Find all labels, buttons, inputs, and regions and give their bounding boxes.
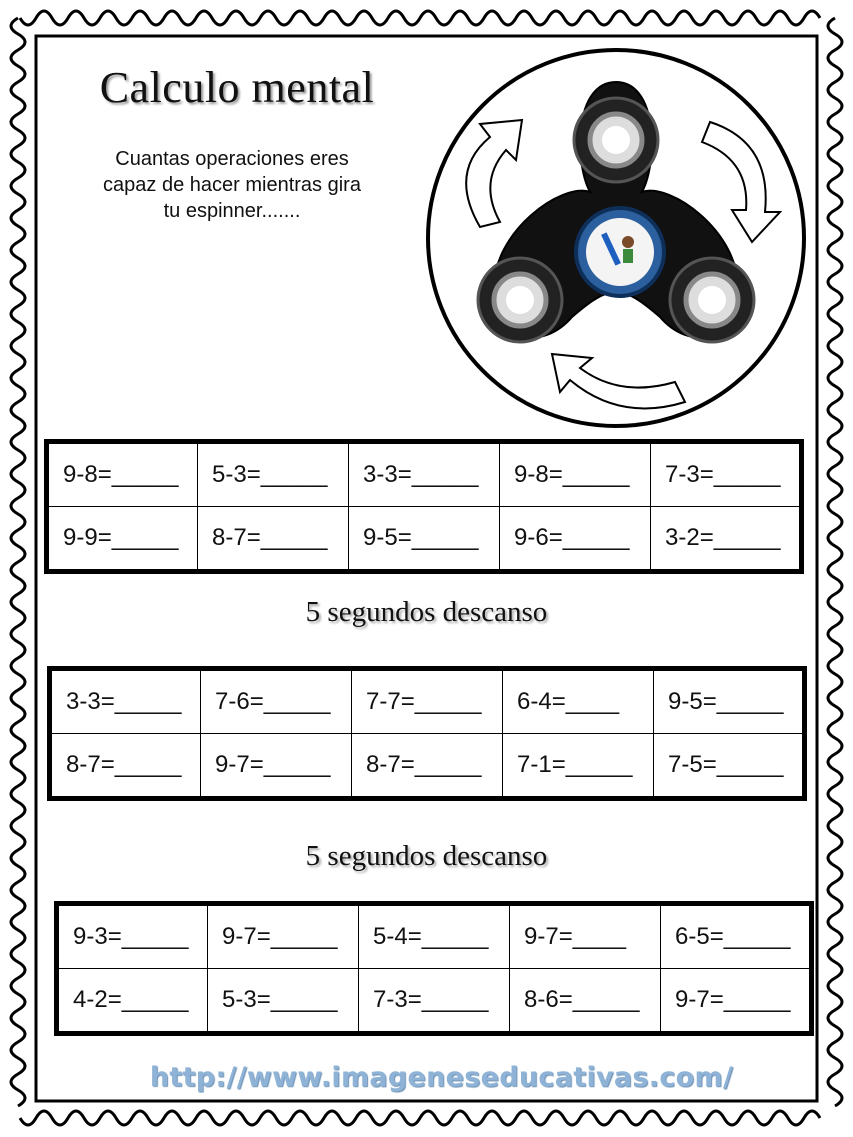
operation-cell[interactable]: 5-3=_____ (198, 442, 349, 507)
operation-cell[interactable]: 7-1=_____ (503, 734, 654, 799)
operations-table-1 (44, 439, 804, 574)
worksheet-instructions (52, 146, 412, 224)
operation-cell[interactable]: 9-3=_____ (57, 904, 208, 969)
footer-url[interactable]: http://www.imageneseducativas.com/ (149, 1062, 734, 1093)
operation-cell[interactable]: 3-2=_____ (651, 507, 802, 572)
table-row (47, 442, 802, 507)
operation-cell[interactable]: 3-3=_____ (349, 442, 500, 507)
operation-cell[interactable]: 9-7=_____ (661, 969, 812, 1034)
operation-cell[interactable]: 6-4=____ (503, 669, 654, 734)
table-row (50, 734, 805, 799)
operation-cell[interactable]: 9-7=_____ (201, 734, 352, 799)
table-row (57, 904, 812, 969)
table-row (47, 507, 802, 572)
operation-cell[interactable]: 9-8=_____ (47, 442, 198, 507)
operation-cell[interactable]: 4-2=_____ (57, 969, 208, 1034)
operation-cell[interactable]: 9-8=_____ (500, 442, 651, 507)
operation-cell[interactable]: 9-7=_____ (208, 904, 359, 969)
operations-table-3 (54, 901, 814, 1036)
operation-cell[interactable]: 7-5=_____ (654, 734, 805, 799)
operation-cell[interactable]: 5-3=_____ (208, 969, 359, 1034)
instruction-line-2: capaz de hacer mientras gira (103, 174, 361, 196)
operation-cell[interactable]: 9-6=_____ (500, 507, 651, 572)
operation-cell[interactable]: 5-4=_____ (359, 904, 510, 969)
operation-cell[interactable]: 7-3=_____ (359, 969, 510, 1034)
table-row (57, 969, 812, 1034)
operation-cell[interactable]: 8-7=_____ (50, 734, 201, 799)
rest-label-1: 5 segundos descanso (305, 596, 548, 628)
instruction-line-1: Cuantas operaciones eres (115, 148, 349, 170)
table-row (50, 669, 805, 734)
instruction-line-3: tu espinner....... (163, 200, 301, 222)
operation-cell[interactable]: 6-5=_____ (661, 904, 812, 969)
operation-cell[interactable]: 7-7=_____ (352, 669, 503, 734)
operation-cell[interactable]: 3-3=_____ (50, 669, 201, 734)
operation-cell[interactable]: 8-7=_____ (352, 734, 503, 799)
operation-cell[interactable]: 8-7=_____ (198, 507, 349, 572)
operation-cell[interactable]: 9-5=_____ (349, 507, 500, 572)
operation-cell[interactable]: 9-7=____ (510, 904, 661, 969)
fidget-spinner-illustration (420, 42, 812, 434)
rest-label-2: 5 segundos descanso (305, 840, 548, 872)
worksheet-title: Calculo mental (99, 63, 375, 112)
operations-table-2 (47, 666, 807, 801)
operation-cell[interactable]: 9-5=_____ (654, 669, 805, 734)
operation-cell[interactable]: 7-6=_____ (201, 669, 352, 734)
operation-cell[interactable]: 9-9=_____ (47, 507, 198, 572)
operation-cell[interactable]: 8-6=_____ (510, 969, 661, 1034)
operation-cell[interactable]: 7-3=_____ (651, 442, 802, 507)
